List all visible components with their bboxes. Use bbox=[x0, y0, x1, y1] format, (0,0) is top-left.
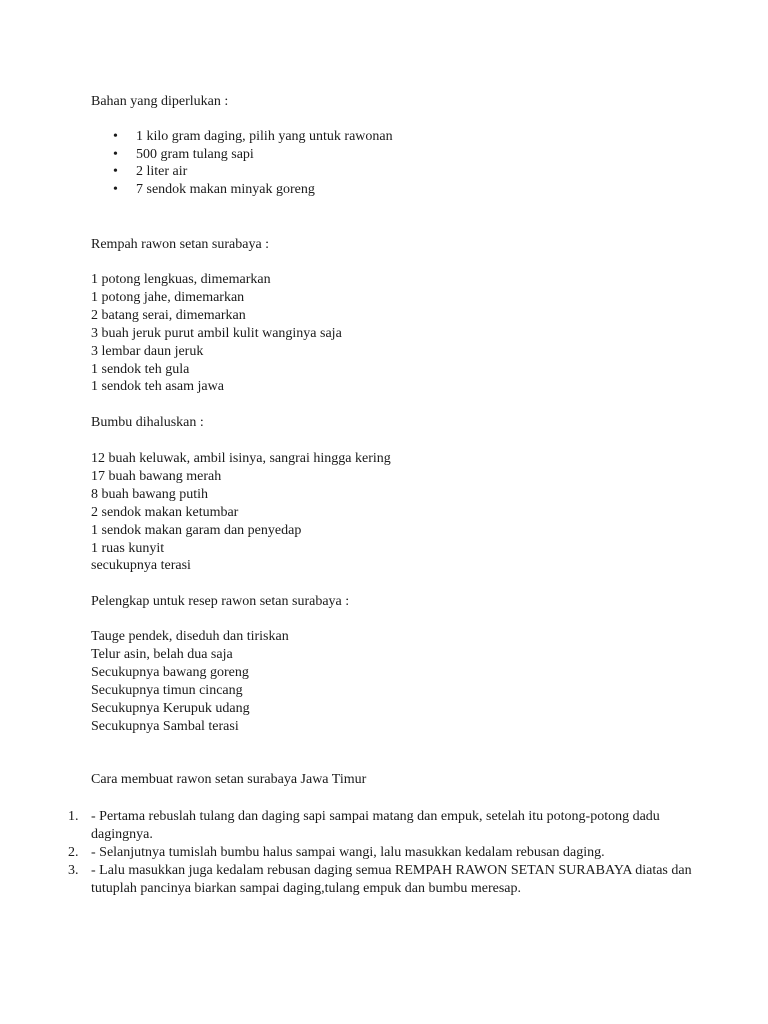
list-item bbox=[68, 862, 708, 898]
list-item: Telur asin, belah dua saja bbox=[91, 646, 233, 662]
step-number: 1. bbox=[68, 809, 79, 824]
list-item: 2 sendok makan ketumbar bbox=[91, 504, 239, 520]
bahan-heading: Bahan yang diperlukan : bbox=[91, 94, 229, 109]
list-item: 8 buah bawang putih bbox=[91, 486, 209, 502]
list-item: 2 batang serai, dimemarkan bbox=[91, 307, 246, 323]
list-item: Secukupnya timun cincang bbox=[91, 682, 243, 698]
list-item: Secukupnya Sambal terasi bbox=[91, 718, 239, 734]
list-item: 1 sendok teh asam jawa bbox=[91, 379, 224, 395]
bullet-icon: • bbox=[113, 164, 118, 180]
cara-heading: Cara membuat rawon setan surabaya Jawa Timur bbox=[91, 772, 367, 787]
list-item: 1 potong jahe, dimemarkan bbox=[91, 289, 245, 305]
step-text: - Lalu masukkan juga kedalam rebusan daging semua REMPAH RAWON SETAN SURABAYA diatas dan tutuplah pancinya biarkan sampai daging,tulang empuk dan bumbu meresap. bbox=[91, 863, 692, 896]
bullet-icon: • bbox=[113, 129, 118, 144]
step-text: - Pertama rebuslah tulang dan daging sapi sampai matang dan empuk, setelah itu potong-potong dadu dagingnya. bbox=[91, 809, 660, 842]
list-item: Tauge pendek, diseduh dan tiriskan bbox=[91, 629, 289, 644]
list-item: 1 sendok teh gula bbox=[91, 361, 190, 377]
list-item bbox=[68, 844, 708, 862]
list-item: 1 sendok makan garam dan penyedap bbox=[91, 522, 302, 538]
list-item: 3 lembar daun jeruk bbox=[91, 343, 204, 359]
list-item: • 500 gram tulang sapi bbox=[113, 146, 254, 162]
bahan-list bbox=[91, 128, 393, 198]
bullet-icon: • bbox=[113, 146, 118, 162]
rempah-list bbox=[91, 271, 342, 396]
list-item: • 7 sendok makan minyak goreng bbox=[113, 181, 315, 197]
bumbu-list bbox=[91, 450, 391, 575]
list-item bbox=[68, 808, 708, 844]
list-item: 1 ruas kunyit bbox=[91, 540, 165, 556]
bumbu-heading: Bumbu dihaluskan : bbox=[91, 415, 204, 430]
step-number: 2. bbox=[68, 845, 79, 860]
list-item: 3 buah jeruk purut ambil kulit wanginya saja bbox=[91, 325, 342, 341]
list-item: secukupnya terasi bbox=[91, 558, 191, 574]
cara-steps bbox=[68, 808, 708, 898]
step-number: 3. bbox=[68, 863, 79, 878]
list-item: 17 buah bawang merah bbox=[91, 468, 222, 484]
list-item: • 1 kilo gram daging, pilih yang untuk rawonan bbox=[113, 129, 393, 144]
list-item: • 2 liter air bbox=[113, 164, 188, 180]
pelengkap-list bbox=[91, 628, 289, 735]
step-text: - Selanjutnya tumislah bumbu halus sampai wangi, lalu masukkan kedalam rebusan daging. bbox=[91, 845, 605, 860]
list-item: 1 potong lengkuas, dimemarkan bbox=[91, 272, 271, 287]
list-item: 12 buah keluwak, ambil isinya, sangrai hingga kering bbox=[91, 451, 391, 466]
bullet-icon: • bbox=[113, 181, 118, 197]
pelengkap-heading: Pelengkap untuk resep rawon setan surabaya : bbox=[91, 594, 350, 609]
list-item: Secukupnya Kerupuk udang bbox=[91, 700, 250, 716]
rempah-heading: Rempah rawon setan surabaya : bbox=[91, 237, 270, 252]
list-item: Secukupnya bawang goreng bbox=[91, 664, 249, 680]
